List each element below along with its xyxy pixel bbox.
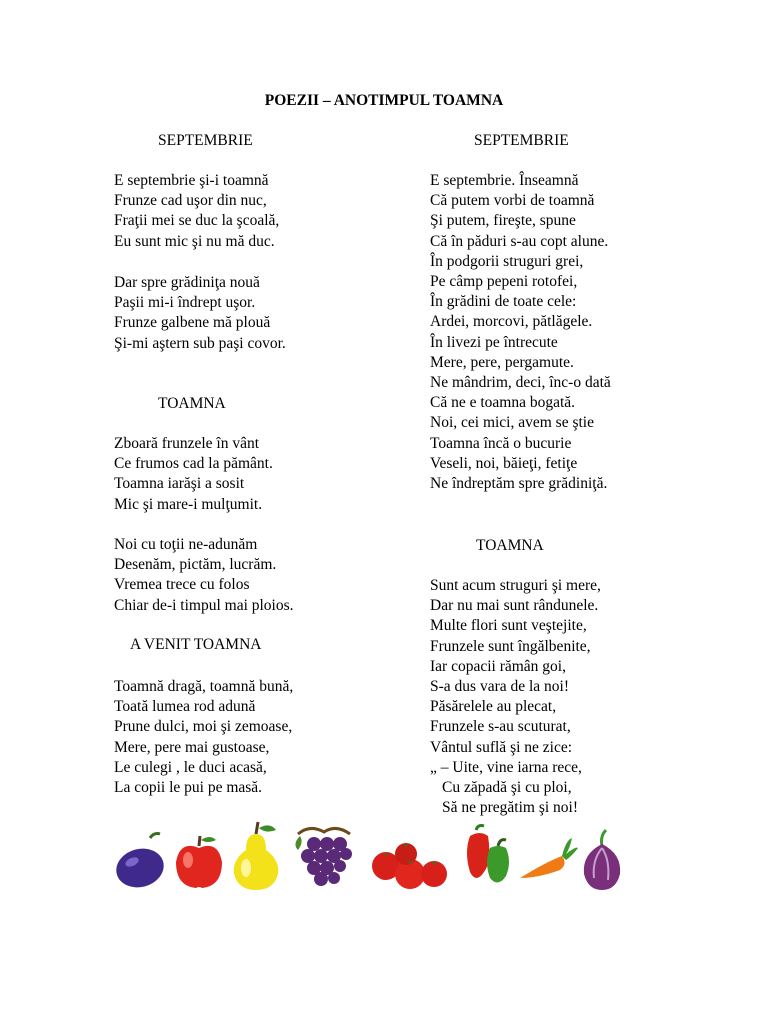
poem-line: Cu zăpadă şi cu ploi, [442, 779, 572, 796]
poem-line: Şi-mi aştern sub paşi covor. [114, 334, 286, 352]
poem-line: Multe flori sunt veştejite, [430, 617, 587, 635]
grapes-icon [290, 824, 358, 888]
poem-line: Dar spre grădiniţa nouă [114, 274, 260, 291]
poem-line: S-a dus vara de la noi! [430, 678, 570, 696]
poem-line: Eu sunt mic şi nu mă duc. [114, 232, 275, 250]
poem-line: Ne îndreptăm spre grădiniţă. [430, 475, 608, 493]
poem-line: În livezi pe întrecute [430, 333, 558, 351]
poem-line: Vântul suflă şi ne zice: [430, 738, 573, 756]
poem-line: Ne mândrim, deci, înc-o dată [430, 374, 611, 392]
stanza [114, 171, 279, 252]
poem-line: Toată lumea rod adună [114, 698, 256, 716]
plum-icon [110, 830, 172, 892]
poem-heading: SEPTEMBRIE [474, 132, 569, 149]
stanza [114, 434, 273, 515]
poem-line: Toamna iarăşi a sosit [114, 475, 245, 493]
page-title: POEZII – ANOTIMPUL TOAMNA [264, 92, 504, 109]
stanza [114, 535, 294, 616]
stanza [430, 576, 601, 778]
poem-line: Desenăm, pictăm, lucrăm. [114, 556, 277, 574]
poem-line: Fraţii mei se duc la şcoală, [114, 212, 280, 230]
poem-line: Sunt acum struguri şi mere, [430, 577, 601, 594]
poem-line: Vremea trece cu folos [114, 576, 250, 594]
poem-line: Veseli, noi, băieţi, fetiţe [430, 454, 578, 472]
poem-line: Mic şi mare-i mulţumit. [114, 495, 263, 513]
poem-heading: A VENIT TOAMNA [130, 636, 262, 653]
pear-icon [228, 820, 284, 892]
poem-line: Frunze cad uşor din nuc, [114, 192, 267, 210]
poem-line: Că ne e toamna bogată. [430, 394, 576, 412]
poem-line: Toamna încă o bucurie [430, 434, 572, 452]
poem-line: „ – Uite, vine iarna rece, [430, 758, 582, 776]
poem-line: Dar nu mai sunt rândunele. [430, 597, 599, 615]
poem-line: Noi cu toţii ne-adunăm [114, 536, 258, 553]
poem-line: Chiar de-i timpul mai ploios. [114, 596, 294, 614]
stanza-indented [442, 778, 578, 818]
poem-line: Mere, pere mai gustoase, [114, 738, 270, 756]
poem-line: În grădini de toate cele: [430, 293, 577, 311]
poem-line: Mere, pere, pergamute. [430, 353, 574, 371]
poem-line: Le culegi , le duci acasă, [114, 758, 267, 776]
poem-line: E septembrie. Înseamnă [430, 172, 579, 189]
poem-line: Paşii mi-i îndrept uşor. [114, 294, 256, 312]
poem-line: Zboară frunzele în vânt [114, 435, 260, 452]
poem-line: Ce frumos cad la pământ. [114, 455, 273, 473]
poem-line: Că putem vorbi de toamnă [430, 192, 595, 210]
poem-heading: TOAMNA [476, 537, 544, 554]
poem-heading: SEPTEMBRIE [158, 132, 253, 149]
poem-line: Să ne pregătim şi noi! [442, 799, 579, 817]
poem-line: Frunzele sunt îngălbenite, [430, 637, 591, 655]
poem-heading: TOAMNA [158, 395, 226, 412]
poem-line: În podgorii struguri grei, [430, 252, 584, 270]
poem-line: Toamnă dragă, toamnă bună, [114, 678, 294, 695]
poem-line: Iar copacii rămân goi, [430, 657, 566, 675]
poem-line: Noi, cei mici, avem se ştie [430, 414, 594, 432]
poem-line: Frunzele s-au scuturat, [430, 718, 571, 736]
poem-line: La copii le pui pe masă. [114, 779, 263, 797]
poem-line: Pe câmp pepeni rotofei, [430, 273, 578, 291]
carrot-icon [516, 834, 580, 886]
tomatoes-icon [370, 840, 452, 892]
stanza [114, 273, 286, 354]
poem-line: Frunze galbene mă plouă [114, 314, 271, 332]
bell-peppers-icon [462, 822, 514, 890]
poem-line: E septembrie şi-i toamnă [114, 172, 269, 189]
onion-icon [576, 828, 628, 892]
poem-line: Şi putem, fireşte, spune [430, 212, 576, 230]
poem-line: Păsărelele au plecat, [430, 698, 557, 716]
poem-line: Prune dulci, moi şi zemoase, [114, 718, 293, 736]
poem-line: Că în păduri s-au copt alune. [430, 232, 609, 250]
fruit-vegetable-strip [0, 818, 768, 898]
stanza [430, 171, 611, 494]
poem-line: Ardei, morcovi, pătlăgele. [430, 313, 593, 331]
stanza [114, 677, 293, 798]
apple-icon [172, 832, 226, 892]
